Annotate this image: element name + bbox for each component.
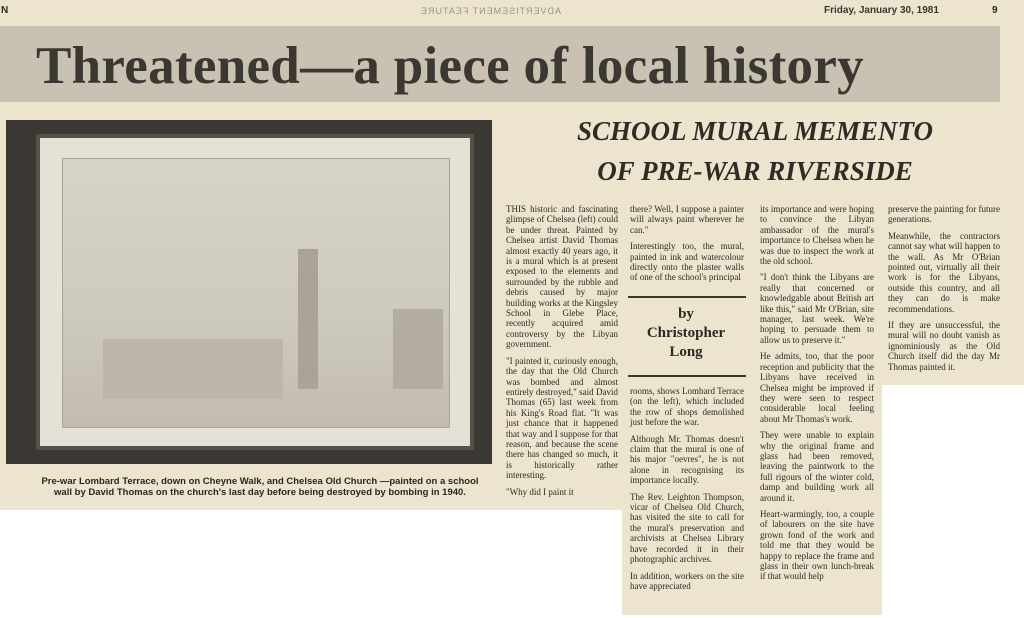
paragraph: its importance and were hoping to convince the Libyan ambassador of the mural's importance to Chelsea when he was due to inspect the work at the old school. xyxy=(760,204,874,267)
paragraph: Heart-warmingly, too, a couple of labourers on the site have grown fond of the work and told me that they would be happy to replace the frame and glass in their own lunch-break if that would help xyxy=(760,508,874,582)
paragraph: He admits, too, that the poor reception and publicity that the Libyans have received in Chelsea might be improved if they were seen to respect considerable local feeling about Mr Thomas's work. xyxy=(760,351,874,424)
byline-by: by xyxy=(678,306,694,322)
paragraph: "I painted it, curiously enough, the day that the Old Church was bombed and almost entirely destroyed," said David Thomas (65) last week from his King's Road flat. "It was just chance that it happened that way and I suppose for that reason, and because the scene there has changed so much, it is historically rather interesting. xyxy=(506,355,618,481)
paragraph: In addition, workers on the site have appreciated xyxy=(630,570,744,591)
paragraph: "Why did I paint it xyxy=(506,486,574,497)
paragraph: The Rev. Leighton Thompson, vicar of Chelsea Old Church, has visited the site to call for the mural's preservation and archivists at Chelsea Library have recorded it in their photographic archives. xyxy=(630,491,744,565)
mural-buildings xyxy=(393,309,443,389)
mural-photo xyxy=(6,120,492,464)
mural-frame xyxy=(36,134,474,450)
paragraph: If they are unsuccessful, the mural will no doubt vanish as ignominiously as the Old Church itself did the day Mr Thomas painted it. xyxy=(888,320,1000,372)
column-3 xyxy=(760,204,874,588)
column-4 xyxy=(888,204,1000,378)
paragraph: Meanwhile, the contractors cannot say what will happen to the wall. As Mr O'Brian pointed out, virtually all their work is for the Libyans, outside this country, and all they can do is make recommendations. xyxy=(888,230,1000,314)
paragraph: Although Mr. Thomas doesn't claim that the mural is one of his major "oevres", he is not alone in recognising its importance locally. xyxy=(630,433,744,486)
mural-painting xyxy=(62,158,450,428)
column-2-bottom xyxy=(630,386,744,597)
byline-name-last: Long xyxy=(669,344,703,360)
clipping-cutout-left xyxy=(0,510,622,618)
byline xyxy=(628,305,744,362)
subhead-line-2: OF PRE-WAR RIVERSIDE xyxy=(597,156,913,186)
subhead-line-1: SCHOOL MURAL MEMENTO xyxy=(576,116,934,146)
byline-rule-top xyxy=(628,296,746,298)
paragraph: They were unable to explain why the original frame and glass had been removed, leaving the paintwork to the full rigours of the winter cold, damp and building work all around it. xyxy=(760,430,874,503)
issue-date: Friday, January 30, 1981 xyxy=(824,5,939,16)
edge-letter: N xyxy=(1,5,9,16)
clipping-cutout-right xyxy=(882,385,1024,618)
page-number: 9 xyxy=(992,5,998,16)
paragraph: "I don't think the Libyans are really that concerned or knowledgable about British art like this," said Mr O'Brian, site manager, last week. We're hoping to persuade them to allow us to preserve it." xyxy=(760,272,874,345)
column-2-top xyxy=(630,204,744,289)
paragraph: rooms, shows Lombard Terrace (on the left), which included the row of shops demolished just before the war. xyxy=(630,386,744,428)
paragraph: preserve the painting for future generations. xyxy=(888,204,1000,225)
mirrored-header: ADVERTISEMENT FEATURE xyxy=(420,6,562,16)
paragraph: Interestingly too, the mural, painted in ink and watercolour directly onto the plaster walls of one of the school's principal xyxy=(630,241,744,283)
photo-caption: Pre-war Lombard Terrace, down on Cheyne Walk, and Chelsea Old Church —painted on a school wall by David Thomas on the church's last day before being destroyed by bombing in 1940. xyxy=(41,476,479,498)
mural-church-tower xyxy=(298,249,318,389)
headline: Threatened—a piece of local history xyxy=(36,37,864,95)
byline-rule-bottom xyxy=(628,375,746,377)
mural-terrace xyxy=(103,339,283,399)
byline-name-first: Christopher xyxy=(646,325,726,341)
top-line xyxy=(0,5,1024,19)
paragraph: there? Well, I suppose a painter will always paint wherever he can." xyxy=(630,204,744,235)
column-1 xyxy=(506,204,618,503)
paragraph: THIS historic and fascinating glimpse of Chelsea (left) could be under threat. Painted by Chelsea artist David Thomas almost exactly 40 years ago, it is a mural which is at present exposed to the elements and surrounded by the rubble and debris caused by major building works at the Kingsley School in Glebe Place, recently acquired amid controversy by the Libyan government. xyxy=(506,204,618,350)
